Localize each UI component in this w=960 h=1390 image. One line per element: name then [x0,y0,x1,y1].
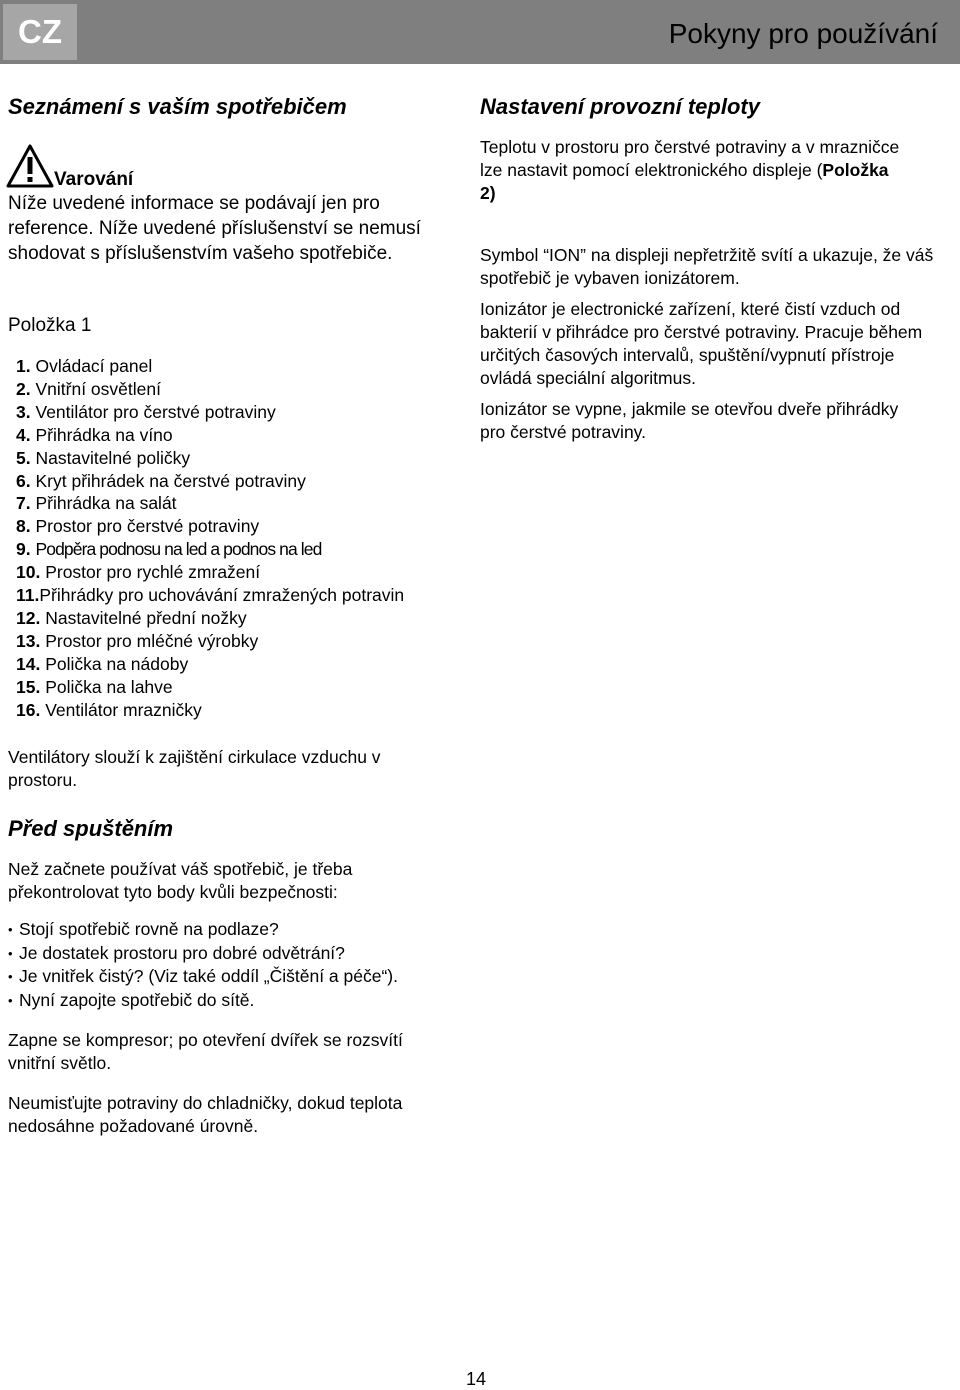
parts-list [8,355,458,722]
list-item: 4. Přihrádka na víno [16,424,173,445]
section-heading-appliance: Seznámení s vaším spotřebičem [8,94,347,119]
list-item: 8. Prostor pro čerstvé potraviny [16,516,260,537]
list-item: 2. Vnitřní osvětlení [16,378,161,399]
header-title: Pokyny pro používání [668,18,938,49]
item-label: Položka 1 [8,315,92,336]
warning-triangle-icon [6,143,54,189]
list-item: • Je vnitřek čistý? (Viz také oddíl „Čištění a péče“). [8,965,458,989]
temp-text: Teplotu v prostoru pro čerstvé potraviny a v mrazničce lze nastavit pomocí elektronického displeje (Položka 2) [480,137,900,203]
compressor-text: Zapne se kompresor; po otevření dvířek se rozsvítí vnitřní světlo. [8,1030,403,1073]
fans-text: Ventilátory slouží k zajištění cirkulace vzduchu v prostoru. [8,747,381,790]
ionizer-off-text: Ionizátor se vypne, jakmile se otevřou dveře přihrádky pro čerstvé potraviny. [480,399,899,442]
list-item: 10. Prostor pro rychlé zmražení [16,562,261,583]
list-item: 14. Polička na nádoby [16,653,189,674]
list-item: • Je dostatek prostoru pro dobré odvětrání? [8,942,458,966]
language-code: CZ [3,4,77,60]
ionizer-text: Ionizátor je electronické zařízení, které čistí vzduch od bakterií v přihrádce pro čerstvé potraviny. Pracuje během určitých časových intervalů, spuštění/vypnutí přístroje ovládá speciální algoritmus. [480,299,923,388]
list-item: • Stojí spotřebič rovně na podlaze? [8,918,458,942]
page-number: 14 [466,1369,487,1389]
before-intro: Než začnete používat váš spotřebič, je třeba překontrolovat tyto body kvůli bezpečnosti: [8,859,353,902]
list-item: 7. Přihrádka na salát [16,493,177,514]
list-item: 1. Ovládací panel [16,356,153,376]
list-item: 9. Podpěra podnosu na led a podnos na led [16,539,322,560]
page-header [0,0,960,64]
warning-title: Varování [54,169,134,190]
section-heading-before-start: Před spuštěním [8,816,174,841]
ion-text: Symbol “ION” na displeji nepřetržitě svítí a ukazuje, že váš spotřebič je vybaven ionizátorem. [480,245,934,288]
list-item: 16. Ventilátor mrazničky [16,699,202,720]
food-text: Neumisťujte potraviny do chladničky, dokud teplota nedosáhne požadované úrovně. [8,1093,403,1136]
checklist [8,918,458,1012]
list-item: 11.Přihrádky pro uchovávání zmražených potravin [16,585,405,606]
list-item: 12. Nastavitelné přední nožky [16,607,247,628]
section-heading-temperature: Nastavení provozní teploty [480,94,760,119]
list-item: 5. Nastavitelné poličky [16,447,191,468]
list-item: 6. Kryt přihrádek na čerstvé potraviny [16,470,306,491]
warning-block [8,143,458,266]
warning-text: Níže uvedené informace se podávají jen pro reference. Níže uvedené příslušenství se nemusí shodovat s příslušenstvím vašeho spotřebiče. [8,193,421,264]
list-item: 13. Prostor pro mléčné výrobky [16,630,259,651]
list-item: • Nyní zapojte spotřebič do sítě. [8,989,458,1013]
list-item: 3. Ventilátor pro čerstvé potraviny [16,401,276,422]
list-item: 15. Polička na lahve [16,676,173,697]
